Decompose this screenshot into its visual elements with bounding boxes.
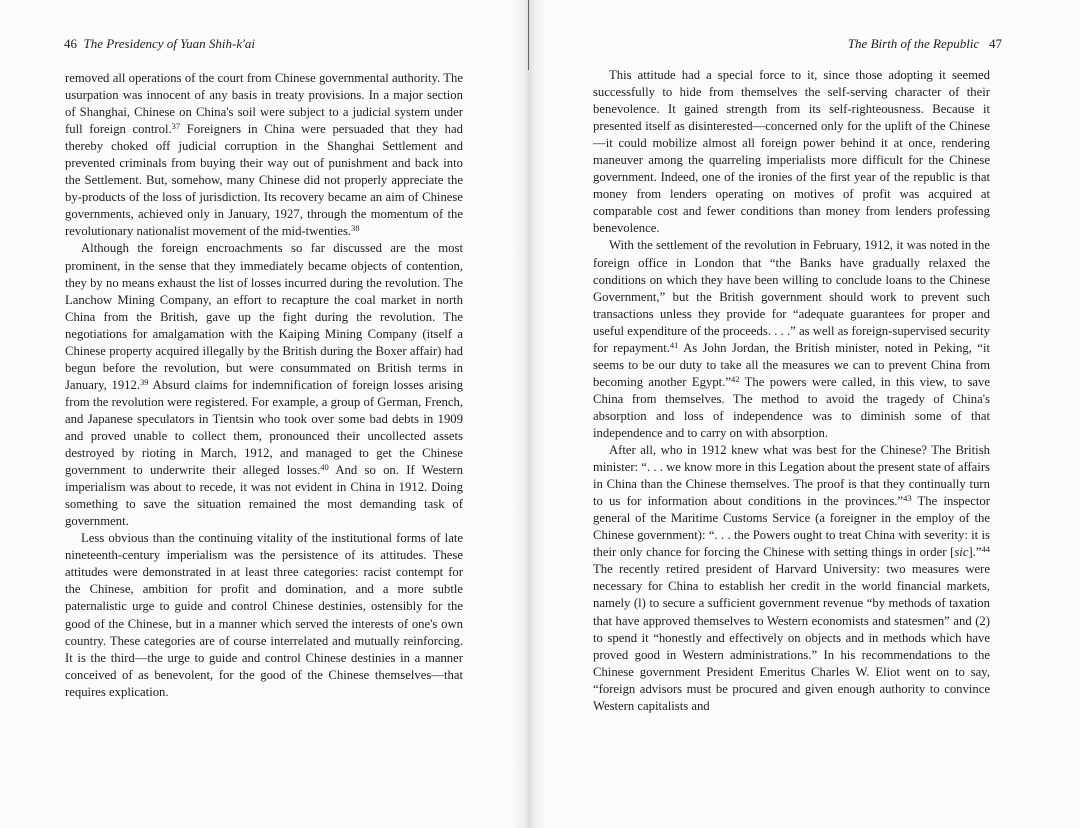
right-page — [540, 0, 1080, 828]
text-run: Foreigners in China were persuaded that they had thereby choked off judicial corruption in the Shanghai Settlement and prevented criminals from buying their way out of punishment and back into the Settlement. But, somehow, many Chinese did not properly appreciate the by-products of the loss of jurisdiction. Its recovery became an aim of Chinese governments, achieved only in January, 1927, through the momentum of the revolutionary nationalist movement of the mid-twenties. — [65, 122, 463, 239]
left-running-head-title: The Presidency of Yuan Shih-k'ai — [83, 36, 256, 51]
paragraph — [593, 237, 990, 442]
left-page-number: 46 — [64, 36, 77, 51]
gutter-crease-line — [528, 0, 529, 70]
footnote-marker: 40 — [320, 462, 329, 473]
footnote-marker: 44 — [981, 544, 990, 555]
text-run: The inspector general of the Maritime Customs Service (a foreigner in the employ of the Chinese government): “. . . the Powers ought to treat China with severity: it is their only chance for forcing the Chinese with setting things in order [ — [593, 494, 990, 560]
left-running-header — [64, 36, 255, 52]
footnote-marker: 37 — [171, 121, 181, 132]
footnote-marker: 43 — [903, 493, 912, 504]
text-run: The recently retired president of Harvard University: two measures were necessary for China to establish her credit in the world financial markets, namely (l) to secure a sufficient government revenue “by methods of taxation that have approved themselves to Western economists and statesmen” and (2) to spend it “honestly and effectively on objects and in methods which have proved good in Western administrations.” In his recommendations to the Chinese government President Emeritus Charles W. Eliot went on to say, “foreign advisors must be procured and given enough authority to convince Western capitalists and — [593, 562, 990, 713]
right-body-text — [593, 67, 990, 715]
text-run: As John Jordan, the British minister, noted in Peking, “it seems to be our duty to take all the measures we can to prevent China from becoming another Egypt.” — [593, 340, 990, 389]
footnote-marker: 38 — [351, 223, 360, 234]
text-run: Although the foreign encroachments so far discussed are the most prominent, in the sense that they immediately became objects of contention, they by no means exhaust the list of losses incurred during the revolution. The Lanchow Mining Company, an effort to recapture the coal market in north China from the British, gave up the fight during the revolution. The negotiations for amalgamation with the Kaiping Mining Company (itself a Chinese property acquired illegally by the British during the Boxer affair) had begun before the revolution, but were consummated on British terms in January, 1912. — [65, 241, 463, 392]
right-running-head-title: The Birth of the Republic — [847, 36, 980, 51]
text-run: removed all operations of the court from Chinese governmental authority. The usurpation was innocent of any basis in treaty provisions. In a major section of Shanghai, Chinese on China's soil were subject to a judicial system under full foreign control. — [65, 71, 463, 137]
text-run: This attitude had a special force to it, since those adopting it seemed successfully to hide from themselves the self-serving character of their benevolence. It gained strength from its self-righteousness. Because it presented itself as disinterested—concerned only for the uplift of the Chinese—it could mobilize almost all foreign power behind it at once, rendering maneuver among the quarreling imperialists more difficult for the Chinese government. Indeed, one of the ironies of the first year of the republic is that money from lenders operating on motives of profit was acquired at comparable cost and fewer conditions than money from lenders professing benevolence. — [593, 68, 990, 236]
text-run: With the settlement of the revolution in February, 1912, it was noted in the foreign office in London that “the Banks have gradually relaxed the conditions on which they have been willing to conclude loans to the Chinese Government,” but the British government should work to prevent such transactions unless they provide for “adequate guarantees for proper and useful expenditure of the proceeds. . . .” as well as foreign-supervised security for repayment. — [593, 238, 990, 355]
left-page — [0, 0, 520, 828]
footnote-marker: 39 — [140, 376, 149, 387]
text-run: After all, who in 1912 knew what was best for the Chinese? The British minister: “. . . we know more in this Legation about the present state of affairs in China than the Chinese themselves. The proof is that they continually turn to us for information about conditions in the provinces.” — [593, 443, 990, 509]
footnote-marker: 42 — [731, 373, 740, 384]
paragraph — [65, 530, 463, 700]
paragraph — [65, 240, 463, 530]
text-run: Absurd claims for indemnification of foreign losses arising from the revolution were registered. For example, a group of German, French, and Japanese speculators in Tientsin who took over some bad debts in 1909 and proved unable to collect them, pronounced their uncollected assets destroyed by rioting in March, 1912, and managed to get the Chinese government to underwrite their alleged losses. — [65, 377, 463, 478]
paragraph — [593, 442, 990, 715]
text-run: Less obvious than the continuing vitality of the institutional forms of late nineteenth-century imperialism was the persistence of its attitudes. These attitudes were demonstrated in at least three categories: racist contempt for the Chinese, ambition for profit and domination, and a more subtle paternalistic urge to guide and control Chinese destinies, ostensibly for the good of the Chinese, but in a manner which served the interests of one's own country. These categories are of course interrelated and mutually reinforcing. It is the third—the urge to guide and control Chinese destinies in a manner conceived of as benevolent, for the good of the Chinese themselves—that requires explication. — [65, 531, 463, 699]
right-running-header — [848, 36, 1002, 52]
italic-text: sic — [954, 545, 969, 560]
left-body-text — [65, 70, 463, 701]
text-run: And so on. If Western imperialism was about to recede, it was not evident in China in 1912. Doing something to save the situation remained the most demanding task of government. — [65, 463, 463, 529]
paragraph — [593, 67, 990, 237]
paragraph — [65, 70, 463, 240]
footnote-marker: 41 — [669, 339, 679, 350]
text-run: The powers were called, in this view, to save China from themselves. The method to avoid the tragedy of China's absorption and loss of independence was to diminish some of that independence and to carry on with absorption. — [593, 374, 991, 440]
right-page-number: 47 — [989, 36, 1002, 51]
text-run: ].” — [968, 545, 982, 560]
